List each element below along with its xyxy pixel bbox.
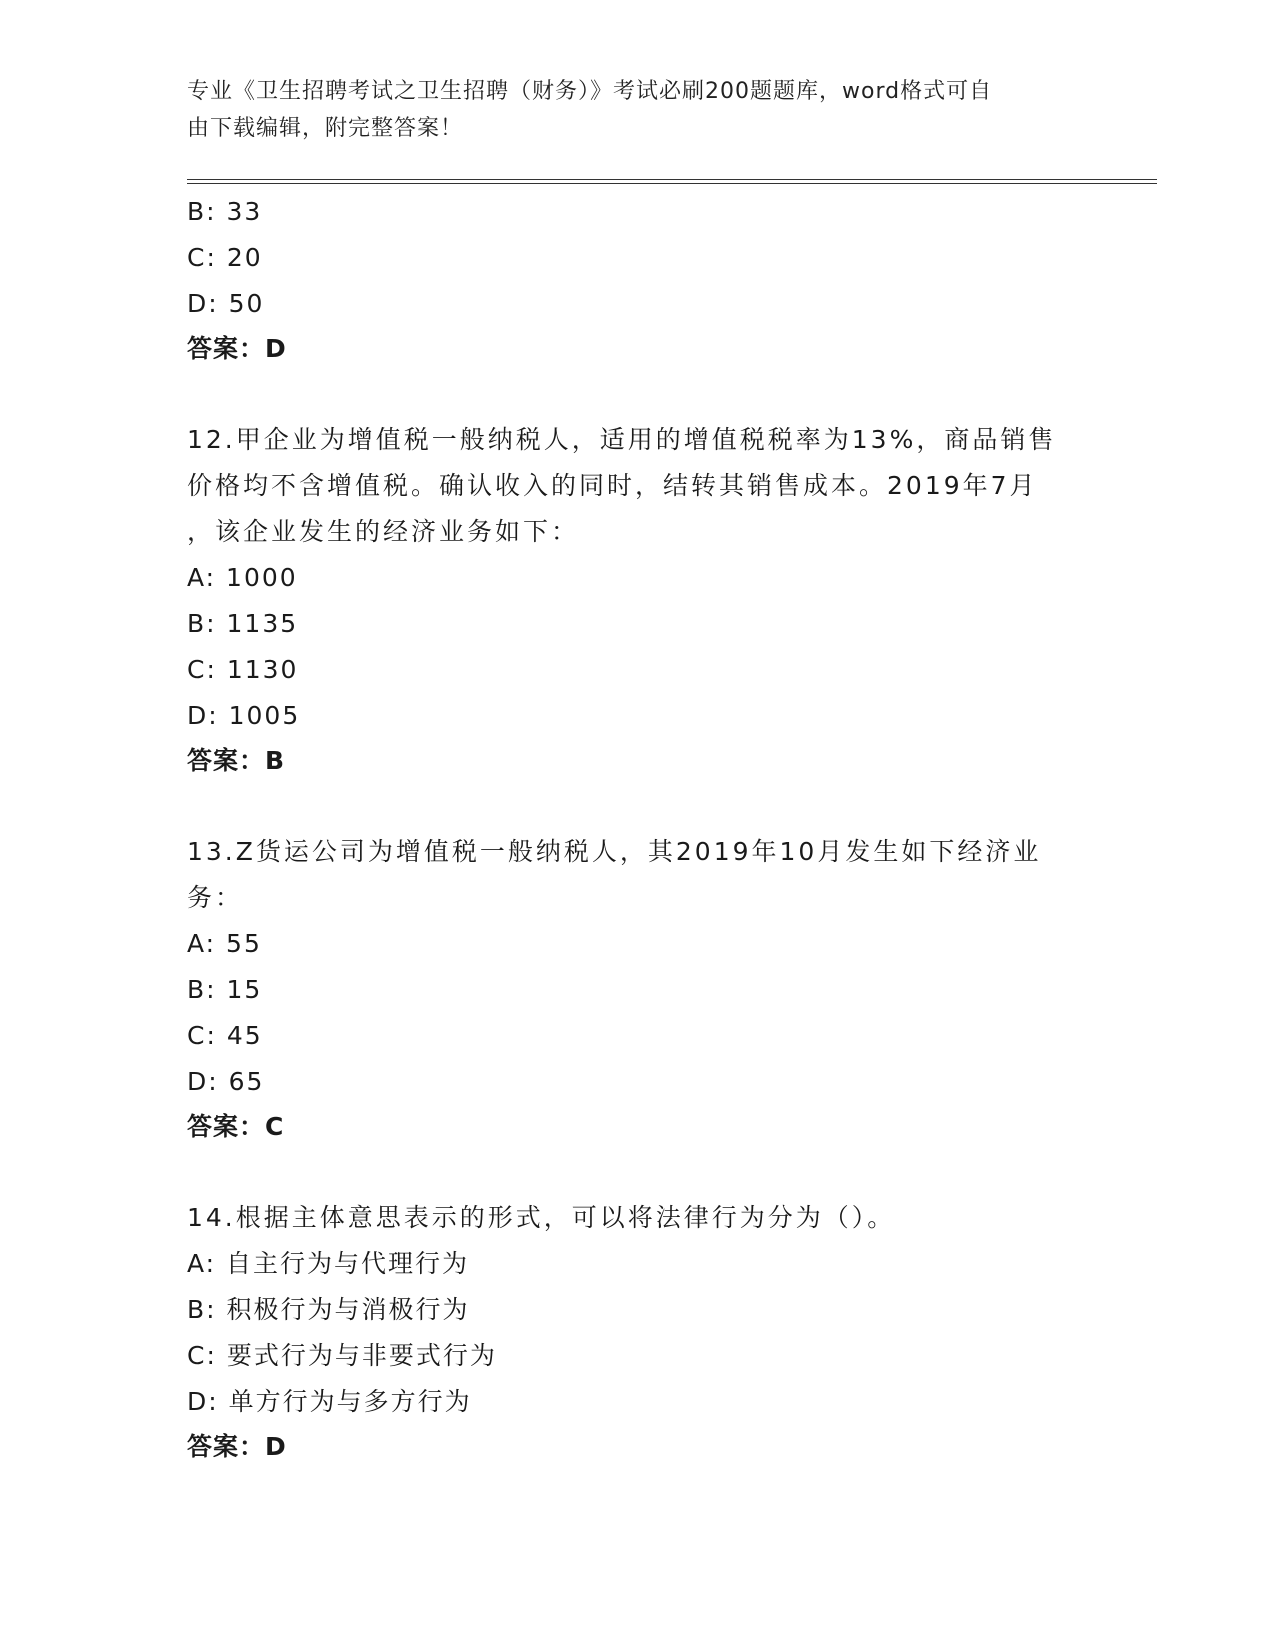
option-b: B: 1135 — [187, 609, 299, 638]
header-rule-bottom — [187, 183, 1157, 184]
option-d: D: 50 — [187, 289, 265, 318]
option-d: D: 1005 — [187, 701, 301, 730]
option-d: D: 单方行为与多方行为 — [187, 1387, 472, 1416]
option-c: C: 45 — [187, 1021, 263, 1050]
question-list — [187, 189, 1067, 1469]
option-b: B: 15 — [187, 975, 263, 1004]
option-c: C: 20 — [187, 243, 263, 272]
question-stem-line: 务： — [187, 883, 244, 912]
answer-line: 答案：C — [187, 1112, 285, 1141]
question-stem-line: 14.根据主体意思表示的形式，可以将法律行为分为（）。 — [187, 1203, 896, 1232]
option-b: B: 33 — [187, 197, 263, 226]
option-a: A: 55 — [187, 929, 262, 958]
spacer — [187, 371, 1067, 417]
header-line-2: 由下载编辑，附完整答案！ — [187, 116, 464, 141]
question-stem-line: ，该企业发生的经济业务如下： — [187, 517, 580, 546]
header-rule-top — [187, 179, 1157, 180]
spacer — [187, 783, 1067, 829]
answer-line: 答案：D — [187, 334, 287, 363]
option-b: B: 积极行为与消极行为 — [187, 1295, 470, 1324]
question-13-block — [187, 829, 1067, 1149]
answer-line: 答案：B — [187, 746, 286, 775]
question-14-block — [187, 1195, 1067, 1469]
option-a: A: 自主行为与代理行为 — [187, 1249, 470, 1278]
question-stem-line: 12.甲企业为增值税一般纳税人，适用的增值税税率为13%，商品销售 — [187, 425, 1057, 454]
question-12-block — [187, 417, 1067, 783]
question-stem-line: 13.Z货运公司为增值税一般纳税人，其2019年10月发生如下经济业 — [187, 837, 1042, 866]
answer-line: 答案：D — [187, 1432, 287, 1461]
option-a: A: 1000 — [187, 563, 298, 592]
spacer — [187, 1149, 1067, 1195]
document-header — [187, 73, 1067, 147]
question-stem-line: 价格均不含增值税。确认收入的同时，结转其销售成本。2019年7月 — [187, 471, 1038, 500]
option-c: C: 要式行为与非要式行为 — [187, 1341, 497, 1370]
option-d: D: 65 — [187, 1067, 265, 1096]
header-line-1: 专业《卫生招聘考试之卫生招聘（财务）》考试必刷200题题库，word格式可自 — [187, 79, 993, 104]
prev-question-block — [187, 189, 1067, 371]
option-c: C: 1130 — [187, 655, 299, 684]
